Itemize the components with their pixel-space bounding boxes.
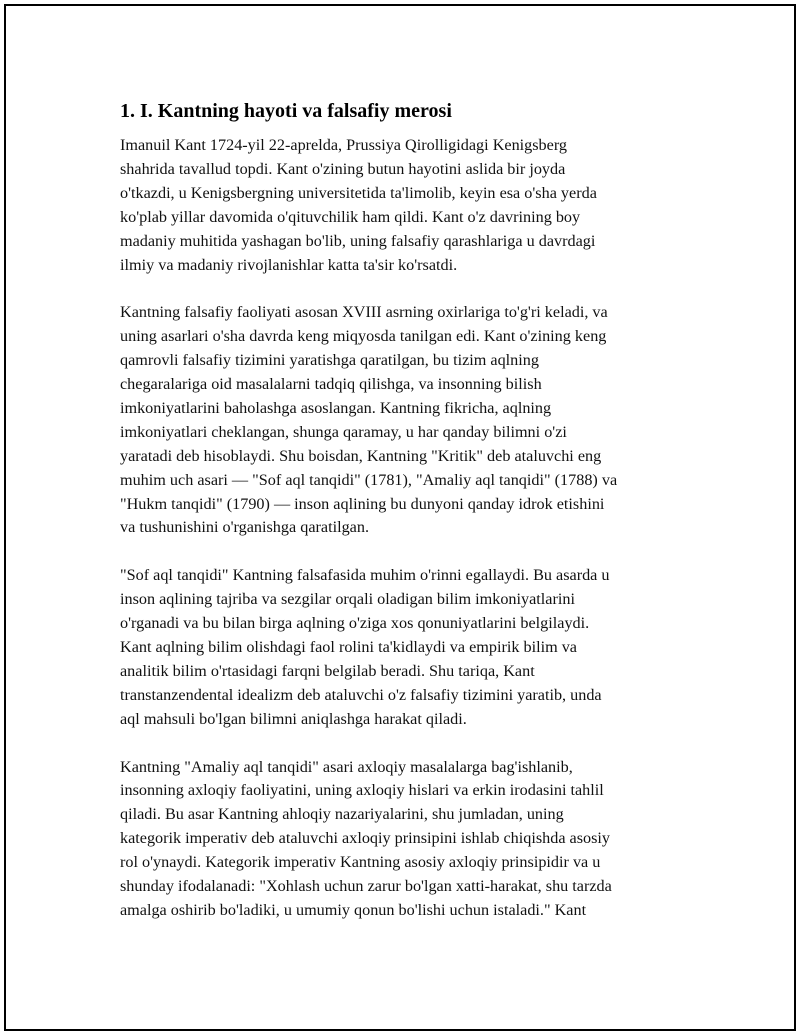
text-line: ko'plab yillar davomida o'qituvchilik ham qildi. Kant o'z davrining boy: [120, 207, 581, 226]
text-line: chegaralariga oid masalalarni tadqiq qilishga, va insonning bilish: [120, 375, 542, 394]
section-heading: 1. I. Kantning hayoti va falsafiy merosi: [120, 100, 452, 122]
text-line: ilmiy va madaniy rivojlanishlar katta ta'sir ko'rsatdi.: [120, 255, 458, 274]
text-line: kategorik imperativ deb ataluvchi axloqiy prinsipini ishlab chiqishda asosiy: [120, 829, 611, 848]
text-line: qiladi. Bu asar Kantning ahloqiy nazariyalarini, shu jumladan, uning: [120, 805, 564, 824]
document-page: [4, 4, 796, 1031]
text-line: inson aqlining tajriba va sezgilar orqali oladigan bilim imkoniyatlarini: [120, 590, 575, 609]
text-line: shunday ifodalanadi: "Xohlash uchun zarur bo'lgan xatti-harakat, shu tarzda: [120, 877, 612, 896]
paragraph-4: [120, 756, 680, 923]
text-line: Kantning falsafiy faoliyati asosan XVIII asrning oxirlariga to'g'ri keladi, va: [120, 303, 608, 322]
text-line: o'tkazdi, u Kenigsbergning universitetida ta'limolib, keyin esa o'sha yerda: [120, 183, 597, 202]
text-line: Kantning "Amaliy aql tanqidi" asari axloqiy masalalarga bag'ishlanib,: [120, 757, 573, 776]
text-line: "Sof aql tanqidi" Kantning falsafasida muhim o'rinni egallaydi. Bu asarda u: [120, 566, 610, 585]
text-line: uning asarlari o'sha davrda keng miqyosda tanilgan edi. Kant o'zining keng: [120, 327, 607, 346]
text-line: Kant aqlning bilim olishdagi faol rolini ta'kidlaydi va empirik bilim va: [120, 638, 577, 656]
paragraph-1: [120, 134, 680, 277]
text-line: imkoniyatlari cheklangan, shunga qaramay, u har qanday bilimni o'zi: [120, 422, 567, 441]
text-line: "Hukm tanqidi" (1790) — inson aqlining bu dunyoni qanday idrok etishini: [120, 494, 605, 513]
text-line: imkoniyatlarini baholashga asoslangan. Kantning fikricha, aqlning: [120, 398, 552, 417]
text-line: va tushunishini o'rganishga qaratilgan.: [120, 518, 369, 537]
text-line: Imanuil Kant 1724-yil 22-aprelda, Prussiya Qirolligidagi Kenigsberg: [120, 136, 568, 154]
text-line: muhim uch asari — "Sof aql tanqidi" (1781), "Amaliy aql tanqidi" (1788) va: [120, 470, 618, 489]
text-line: insonning axloqiy faoliyatini, uning axloqiy hislari va erkin irodasini tahlil: [120, 781, 604, 800]
document-content: [120, 98, 680, 947]
text-line: shahrida tavallud topdi. Kant o'zining butun hayotini aslida bir joyda: [120, 159, 566, 178]
text-line: transtanzendental idealizm deb ataluvchi o'z falsafiy tizimini yaratib, unda: [120, 685, 602, 704]
paragraph-2: [120, 301, 680, 540]
text-line: aql mahsuli bo'lgan bilimni aniqlashga harakat qiladi.: [120, 709, 467, 728]
text-line: analitik bilim o'rtasidagi farqni belgilab beradi. Shu tariqa, Kant: [120, 661, 535, 680]
text-line: qamrovli falsafiy tizimini yaratishga qaratilgan, bu tizim aqlning: [120, 351, 539, 370]
text-line: o'rganadi va bu bilan birga aqlning o'ziga xos qonuniyatlarini belgilaydi.: [120, 614, 590, 633]
text-line: madaniy muhitida yashagan bo'lib, uning falsafiy qarashlariga u davrdagi: [120, 231, 596, 250]
text-line: rol o'ynaydi. Kategorik imperativ Kantning asosiy axloqiy prinsipidir va u: [120, 853, 601, 872]
text-line: amalga oshirib bo'ladiki, u umumiy qonun bo'lishi uchun istaladi." Kant: [120, 900, 587, 919]
text-line: yaratadi deb hisoblaydi. Shu boisdan, Kantning "Kritik" deb ataluvchi eng: [120, 446, 602, 465]
paragraph-3: [120, 564, 680, 731]
